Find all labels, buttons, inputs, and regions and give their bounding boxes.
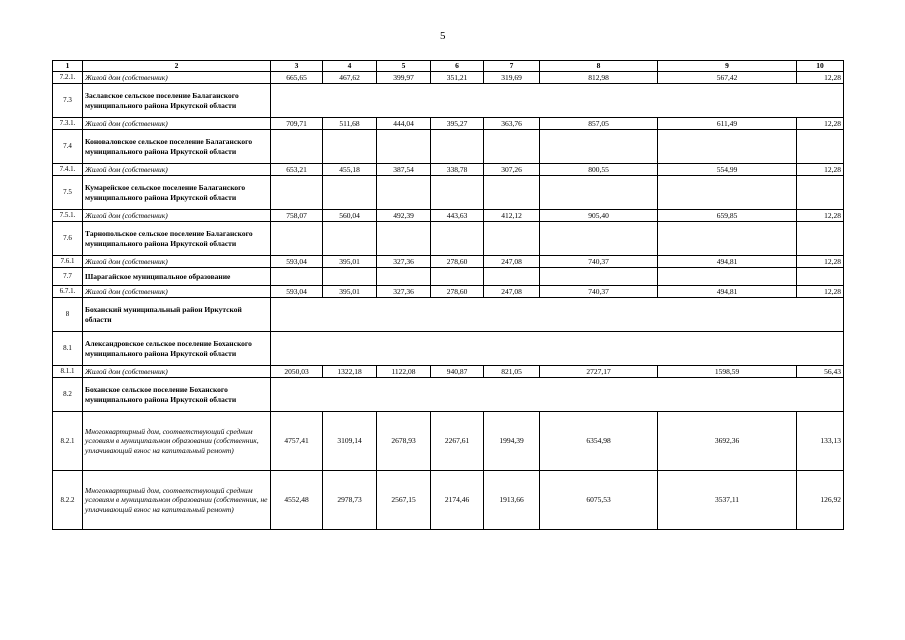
empty-cell bbox=[540, 176, 658, 210]
value-cell: 455,18 bbox=[323, 164, 377, 176]
column-header: 10 bbox=[797, 61, 844, 72]
section-name: Заславское сельское поселение Балаганского муниципального района Иркутской области bbox=[83, 84, 271, 118]
value-cell: 12,28 bbox=[797, 72, 844, 84]
section-row bbox=[53, 298, 844, 332]
column-header: 6 bbox=[431, 61, 484, 72]
empty-cell bbox=[797, 222, 844, 256]
empty-cell bbox=[658, 222, 797, 256]
section-name: Александровское сельское поселение Боханского муниципального района Иркутской области bbox=[83, 332, 271, 366]
value-cell: 351,21 bbox=[431, 72, 484, 84]
value-cell: 247,08 bbox=[484, 286, 540, 298]
value-cell: 1913,66 bbox=[484, 471, 540, 530]
empty-cell bbox=[540, 222, 658, 256]
row-number: 7.7 bbox=[53, 268, 83, 286]
value-cell: 278,60 bbox=[431, 256, 484, 268]
empty-cell bbox=[484, 222, 540, 256]
value-cell: 1994,39 bbox=[484, 412, 540, 471]
object-name: Жилой дом (собственник) bbox=[83, 210, 271, 222]
value-cell: 387,54 bbox=[377, 164, 431, 176]
table-row bbox=[53, 286, 844, 298]
table-row bbox=[53, 210, 844, 222]
section-row bbox=[53, 268, 844, 286]
empty-cell bbox=[797, 176, 844, 210]
empty-cell bbox=[271, 84, 844, 118]
value-cell: 444,04 bbox=[377, 118, 431, 130]
object-name: Жилой дом (собственник) bbox=[83, 118, 271, 130]
value-cell: 12,28 bbox=[797, 118, 844, 130]
value-cell: 6354,98 bbox=[540, 412, 658, 471]
empty-cell bbox=[431, 130, 484, 164]
value-cell: 3537,11 bbox=[658, 471, 797, 530]
value-cell: 56,43 bbox=[797, 366, 844, 378]
value-cell: 554,99 bbox=[658, 164, 797, 176]
value-cell: 327,36 bbox=[377, 256, 431, 268]
value-cell: 3692,36 bbox=[658, 412, 797, 471]
value-cell: 327,36 bbox=[377, 286, 431, 298]
value-cell: 2978,73 bbox=[323, 471, 377, 530]
value-cell: 659,85 bbox=[658, 210, 797, 222]
value-cell: 4552,48 bbox=[271, 471, 323, 530]
row-number: 8.2.1 bbox=[53, 412, 83, 471]
value-cell: 126,92 bbox=[797, 471, 844, 530]
row-number: 7.2.1. bbox=[53, 72, 83, 84]
empty-cell bbox=[797, 130, 844, 164]
empty-cell bbox=[431, 268, 484, 286]
section-row bbox=[53, 176, 844, 210]
value-cell: 12,28 bbox=[797, 286, 844, 298]
object-name: Жилой дом (собственник) bbox=[83, 366, 271, 378]
value-cell: 3109,14 bbox=[323, 412, 377, 471]
row-number: 6.7.1. bbox=[53, 286, 83, 298]
value-cell: 611,49 bbox=[658, 118, 797, 130]
row-number: 8.1.1 bbox=[53, 366, 83, 378]
value-cell: 857,05 bbox=[540, 118, 658, 130]
empty-cell bbox=[271, 298, 844, 332]
value-cell: 319,69 bbox=[484, 72, 540, 84]
table-row bbox=[53, 412, 844, 471]
value-cell: 494,81 bbox=[658, 256, 797, 268]
empty-cell bbox=[271, 176, 323, 210]
value-cell: 665,65 bbox=[271, 72, 323, 84]
object-name: Жилой дом (собственник) bbox=[83, 164, 271, 176]
row-number: 7.5 bbox=[53, 176, 83, 210]
empty-cell bbox=[323, 176, 377, 210]
value-cell: 2567,15 bbox=[377, 471, 431, 530]
value-cell: 363,76 bbox=[484, 118, 540, 130]
empty-cell bbox=[323, 222, 377, 256]
object-name: Жилой дом (собственник) bbox=[83, 256, 271, 268]
value-cell: 593,04 bbox=[271, 256, 323, 268]
value-cell: 821,05 bbox=[484, 366, 540, 378]
value-cell: 2727,17 bbox=[540, 366, 658, 378]
column-header: 5 bbox=[377, 61, 431, 72]
row-number: 8.2 bbox=[53, 378, 83, 412]
empty-cell bbox=[323, 268, 377, 286]
value-cell: 800,55 bbox=[540, 164, 658, 176]
object-name: Многоквартирный дом, соответствующий средним условиям в муниципальном образовании (собственник, уплачивающий взнос на капитальный ремонт) bbox=[83, 412, 271, 471]
value-cell: 307,26 bbox=[484, 164, 540, 176]
value-cell: 133,13 bbox=[797, 412, 844, 471]
empty-cell bbox=[431, 176, 484, 210]
empty-cell bbox=[484, 176, 540, 210]
table-body bbox=[53, 61, 844, 530]
empty-cell bbox=[377, 130, 431, 164]
empty-cell bbox=[323, 130, 377, 164]
section-name: Шарагайское муниципальное образование bbox=[83, 268, 271, 286]
section-row bbox=[53, 378, 844, 412]
value-cell: 395,27 bbox=[431, 118, 484, 130]
row-number: 7.3.1. bbox=[53, 118, 83, 130]
section-row bbox=[53, 332, 844, 366]
value-cell: 399,97 bbox=[377, 72, 431, 84]
empty-cell bbox=[484, 130, 540, 164]
row-number: 7.5.1. bbox=[53, 210, 83, 222]
row-number: 7.4 bbox=[53, 130, 83, 164]
value-cell: 1322,18 bbox=[323, 366, 377, 378]
section-row bbox=[53, 84, 844, 118]
empty-cell bbox=[271, 332, 844, 366]
value-cell: 12,28 bbox=[797, 210, 844, 222]
value-cell: 511,68 bbox=[323, 118, 377, 130]
section-name: Боханское сельское поселение Боханского муниципального района Иркутской области bbox=[83, 378, 271, 412]
object-name: Жилой дом (собственник) bbox=[83, 286, 271, 298]
empty-cell bbox=[658, 268, 797, 286]
empty-cell bbox=[484, 268, 540, 286]
column-header: 8 bbox=[540, 61, 658, 72]
value-cell: 560,04 bbox=[323, 210, 377, 222]
empty-cell bbox=[658, 130, 797, 164]
value-cell: 492,39 bbox=[377, 210, 431, 222]
table-row bbox=[53, 256, 844, 268]
row-number: 7.3 bbox=[53, 84, 83, 118]
value-cell: 6075,53 bbox=[540, 471, 658, 530]
empty-cell bbox=[271, 268, 323, 286]
tariff-table bbox=[52, 60, 844, 530]
empty-cell bbox=[658, 176, 797, 210]
value-cell: 12,28 bbox=[797, 256, 844, 268]
section-name: Тарнопольское сельское поселение Балаганского муниципального района Иркутской области bbox=[83, 222, 271, 256]
empty-cell bbox=[271, 130, 323, 164]
value-cell: 12,28 bbox=[797, 164, 844, 176]
value-cell: 1598,59 bbox=[658, 366, 797, 378]
value-cell: 740,37 bbox=[540, 286, 658, 298]
value-cell: 709,71 bbox=[271, 118, 323, 130]
header-row bbox=[53, 61, 844, 72]
section-row bbox=[53, 222, 844, 256]
value-cell: 4757,41 bbox=[271, 412, 323, 471]
value-cell: 653,21 bbox=[271, 164, 323, 176]
value-cell: 338,78 bbox=[431, 164, 484, 176]
empty-cell bbox=[431, 222, 484, 256]
object-name: Жилой дом (собственник) bbox=[83, 72, 271, 84]
value-cell: 395,01 bbox=[323, 286, 377, 298]
value-cell: 812,98 bbox=[540, 72, 658, 84]
value-cell: 905,40 bbox=[540, 210, 658, 222]
value-cell: 593,04 bbox=[271, 286, 323, 298]
value-cell: 758,07 bbox=[271, 210, 323, 222]
value-cell: 494,81 bbox=[658, 286, 797, 298]
object-name: Многоквартирный дом, соответствующий средним условиям в муниципальном образовании (собственник, не уплачивающий взнос на капитальный ремонт) bbox=[83, 471, 271, 530]
table-row bbox=[53, 72, 844, 84]
value-cell: 2678,93 bbox=[377, 412, 431, 471]
value-cell: 567,42 bbox=[658, 72, 797, 84]
column-header: 9 bbox=[658, 61, 797, 72]
empty-cell bbox=[271, 378, 844, 412]
empty-cell bbox=[377, 176, 431, 210]
column-header: 3 bbox=[271, 61, 323, 72]
section-name: Кумарейское сельское поселение Балаганского муниципального района Иркутской области bbox=[83, 176, 271, 210]
page-number: 5 bbox=[440, 30, 446, 42]
section-row bbox=[53, 130, 844, 164]
value-cell: 278,60 bbox=[431, 286, 484, 298]
column-header: 4 bbox=[323, 61, 377, 72]
row-number: 7.6.1 bbox=[53, 256, 83, 268]
value-cell: 395,01 bbox=[323, 256, 377, 268]
section-name: Коноваловское сельское поселение Балаганского муниципального района Иркутской области bbox=[83, 130, 271, 164]
row-number: 8 bbox=[53, 298, 83, 332]
section-name: Боханский муниципальный район Иркутской области bbox=[83, 298, 271, 332]
value-cell: 443,63 bbox=[431, 210, 484, 222]
empty-cell bbox=[271, 222, 323, 256]
table-row bbox=[53, 164, 844, 176]
value-cell: 2174,46 bbox=[431, 471, 484, 530]
table-row bbox=[53, 118, 844, 130]
value-cell: 412,12 bbox=[484, 210, 540, 222]
table-row bbox=[53, 471, 844, 530]
row-number: 8.1 bbox=[53, 332, 83, 366]
empty-cell bbox=[377, 222, 431, 256]
value-cell: 247,08 bbox=[484, 256, 540, 268]
row-number: 8.2.2 bbox=[53, 471, 83, 530]
value-cell: 1122,08 bbox=[377, 366, 431, 378]
column-header: 2 bbox=[83, 61, 271, 72]
value-cell: 2050,03 bbox=[271, 366, 323, 378]
row-number: 7.6 bbox=[53, 222, 83, 256]
value-cell: 940,87 bbox=[431, 366, 484, 378]
column-header: 7 bbox=[484, 61, 540, 72]
row-number: 7.4.1. bbox=[53, 164, 83, 176]
empty-cell bbox=[540, 130, 658, 164]
column-header: 1 bbox=[53, 61, 83, 72]
empty-cell bbox=[797, 268, 844, 286]
value-cell: 740,37 bbox=[540, 256, 658, 268]
value-cell: 2267,61 bbox=[431, 412, 484, 471]
value-cell: 467,62 bbox=[323, 72, 377, 84]
table-row bbox=[53, 366, 844, 378]
empty-cell bbox=[540, 268, 658, 286]
empty-cell bbox=[377, 268, 431, 286]
